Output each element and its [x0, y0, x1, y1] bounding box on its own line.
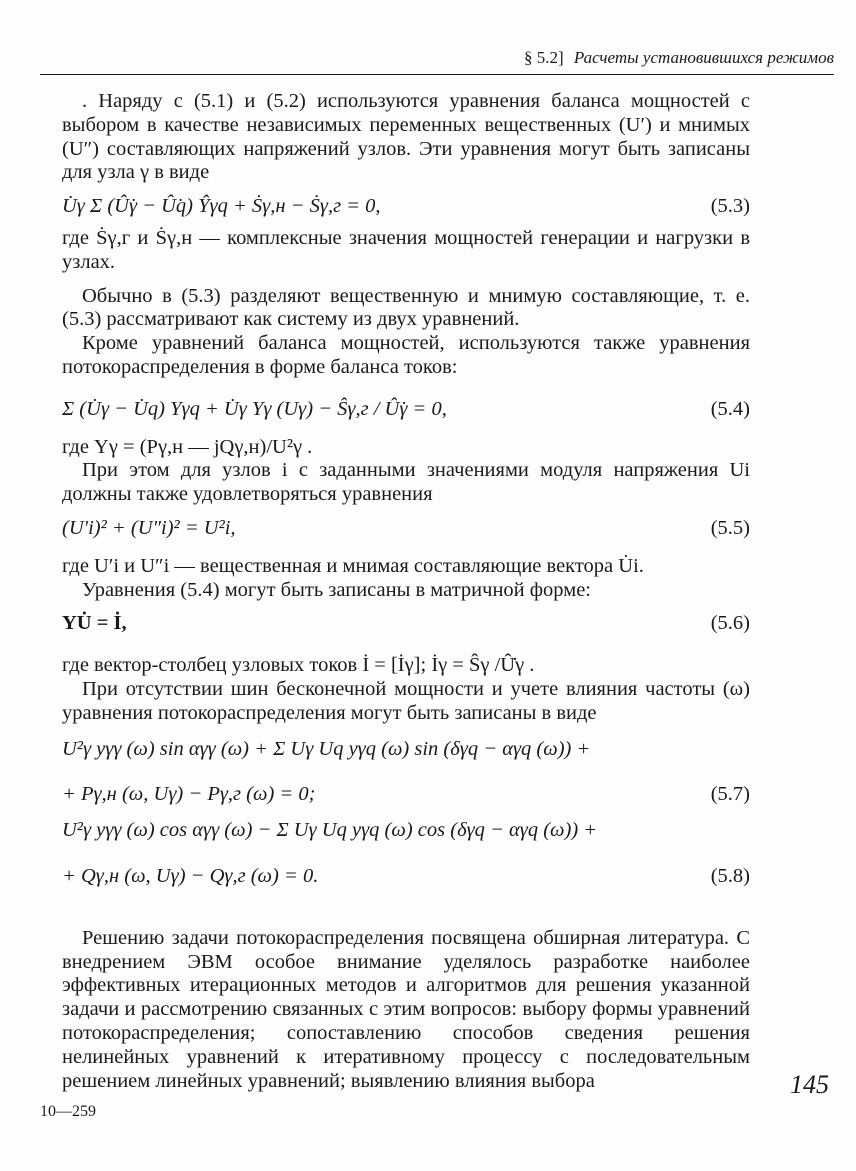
equation-5-6-body: YU̇ = İ, — [62, 612, 127, 635]
equation-5-3 — [62, 195, 750, 219]
paragraph-9: где вектор-столбец узловых токов İ = [İγ]; İγ = Ŝγ /Û̇γ . — [62, 654, 535, 677]
equation-5-8-body-2: + Qγ,н (ω, Uγ) − Qγ,г (ω) = 0. — [62, 864, 319, 887]
paragraph-11: Решению задачи потокораспределения посвящена обширная литература. С внедрением ЭВМ особое внимание уделялось разработке наиболее эффективных итерационных методов и алгоритмов для решения указанной задачи и рассмотрению связанных с этим вопросов: выбору формы уравнений потокораспределения; сопоставлению способов сведения решения нелинейных уравнений к итеративному процессу с последовательным решением линейных уравнений; выявлению влияния выбора — [62, 926, 750, 1092]
equation-5-7-body-2: + Pγ,н (ω, Uγ) − Pγ,г (ω) = 0; — [62, 783, 316, 806]
running-header — [40, 40, 834, 75]
paragraph-5: где Yγ = (Pγ,н — jQγ,н)/U²γ . — [62, 435, 313, 458]
paragraph-2: где Ṡγ,г и Ṡγ,н — комплексные значения мощностей генерации и нагрузки в узлах. — [62, 226, 750, 273]
equation-5-4 — [62, 398, 750, 422]
equation-5-4-number: (5.4) — [710, 397, 750, 420]
paragraph-3: Обычно в (5.3) разделяют вещественную и мнимую составляющие, т. е. (5.3) рассматривают как систему из двух уравнений. — [62, 284, 750, 331]
equation-5-8-body-1: U²γ yγγ (ω) cos αγγ (ω) − Σ Uγ Uq yγq (ω) cos (δγq − αγq (ω)) + — [62, 819, 598, 842]
equation-5-6 — [62, 612, 750, 636]
equation-5-8-line-1 — [62, 819, 750, 843]
section-title: Расчеты установившихся режимов — [573, 48, 834, 67]
equation-5-7-body-1: U²γ yγγ (ω) sin αγγ (ω) + Σ Uγ Uq yγq (ω) sin (δγq − αγq (ω)) + — [62, 737, 591, 760]
paragraph-1: . Наряду с (5.1) и (5.2) используются уравнения баланса мощностей с выбором в качестве независимых переменных вещественных (U′) и мнимых (U″) составляющих напряжений узлов. Эти уравнения могут быть записаны для узла γ в виде — [62, 90, 750, 184]
equation-5-5-body: (U′i)² + (U″i)² = U²i, — [62, 516, 236, 539]
equation-5-3-number: (5.3) — [710, 195, 750, 218]
paragraph-10: При отсутствии шин бесконечной мощности и учете влияния частоты (ω) уравнения потокораспределения могут быть записаны в виде — [62, 677, 750, 724]
paragraph-7: где U′i и U″i — вещественная и мнимая составляющие вектора U̇i. — [62, 554, 644, 577]
equation-5-7-line-2 — [62, 783, 750, 807]
equation-5-3-body: U̇γ Σ (Û̇γ − Û̇q) Ŷγq + Ṡγ,н − Ṡγ,г = 0, — [62, 195, 381, 218]
equation-5-7-line-1 — [62, 738, 750, 762]
page-body — [62, 90, 750, 1093]
equation-5-6-number: (5.6) — [710, 612, 750, 635]
paragraph-4: Кроме уравнений баланса мощностей, используются также уравнения потокораспределения в форме баланса токов: — [62, 332, 750, 378]
equation-5-7-number: (5.7) — [710, 783, 750, 806]
equation-5-4-body: Σ (U̇γ − U̇q) Yγq + U̇γ Yγ (Uγ) − Ŝγ,г / Û̇γ = 0, — [62, 397, 447, 420]
section-number: § 5.2] — [523, 48, 564, 67]
paragraph-6: При этом для узлов i с заданными значениями модуля напряжения Ui должны также удовлетворяться уравнения — [62, 459, 750, 506]
equation-5-8-number: (5.8) — [710, 864, 750, 887]
paragraph-8: Уравнения (5.4) могут быть записаны в матричной форме: — [82, 578, 591, 601]
printer-signature: 10—259 — [40, 1103, 96, 1120]
equation-5-5 — [62, 517, 750, 541]
running-head-text — [524, 48, 834, 68]
equation-5-8-line-2 — [62, 865, 750, 889]
equation-5-5-number: (5.5) — [710, 516, 750, 539]
page-number: 145 — [790, 1070, 829, 1099]
